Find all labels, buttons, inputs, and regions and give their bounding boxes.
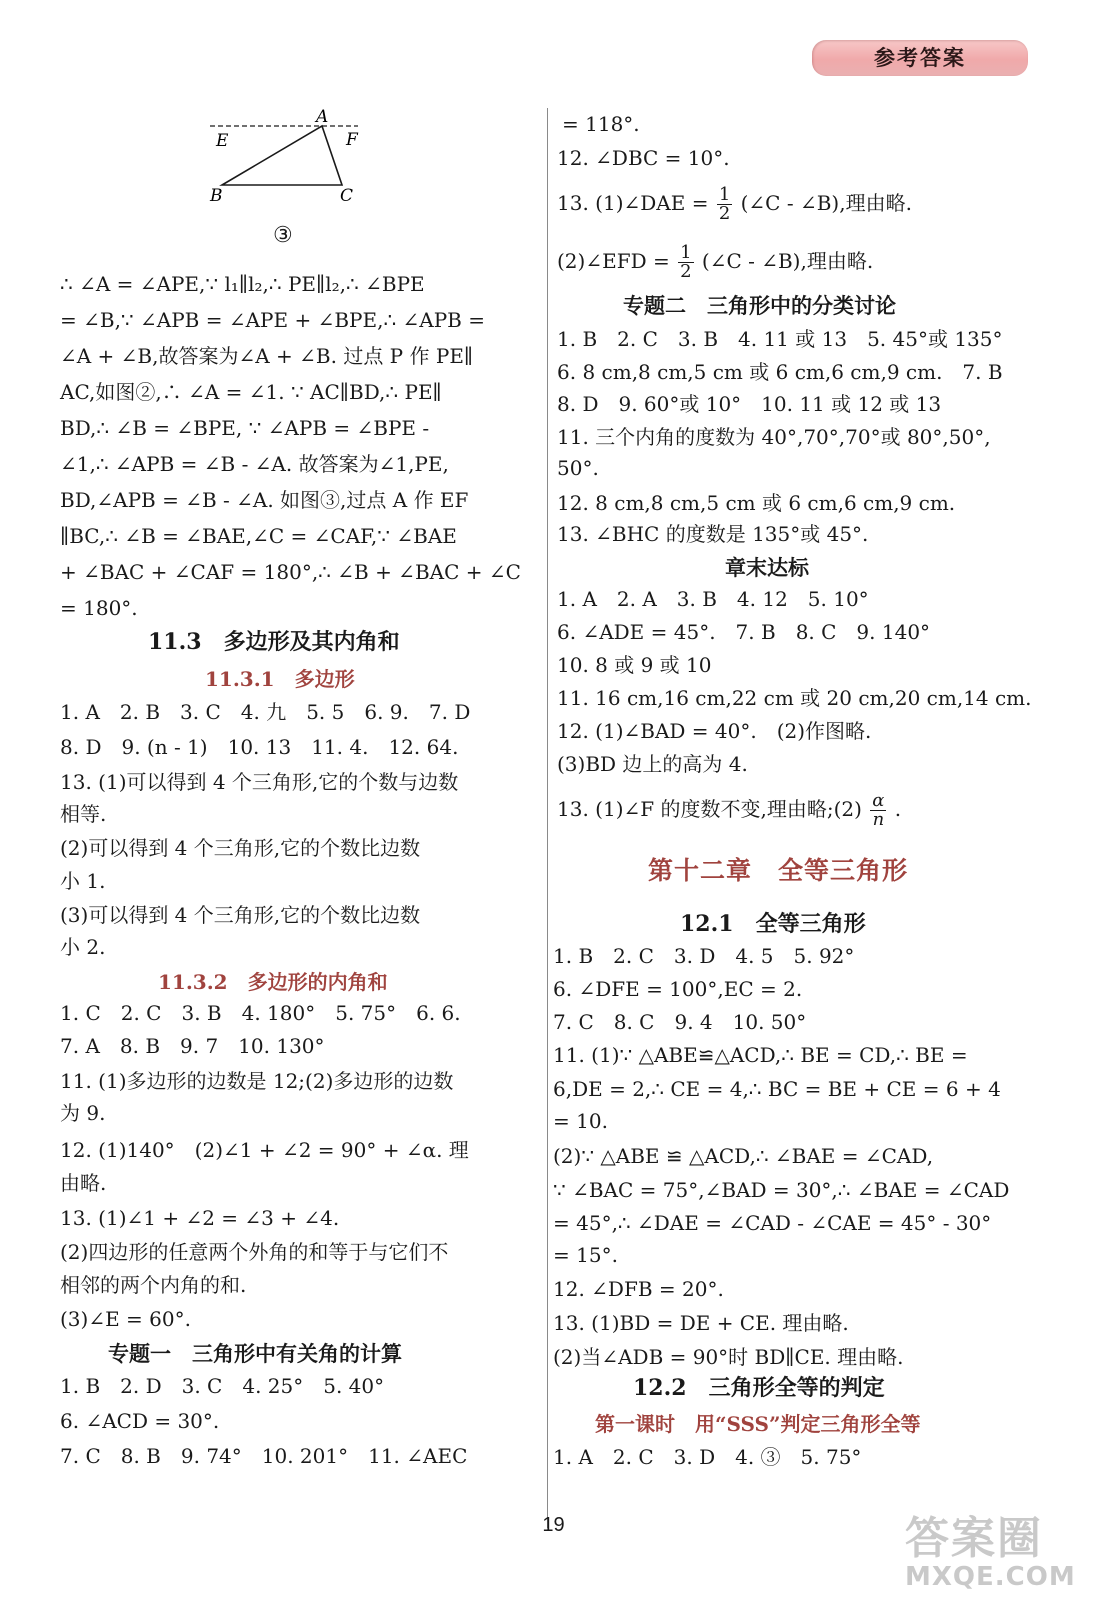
answer-line: 小 2. xyxy=(60,935,106,959)
topic-heading-1: 专题一 三角形中有关角的计算 xyxy=(108,1341,402,1366)
triangle-abc xyxy=(222,126,342,185)
answer-line: 1. B 2. C 3. B 4. 11 或 13 5. 45°或 135° xyxy=(557,327,1003,351)
q13-2-prefix: (2)∠EFD = xyxy=(557,249,670,273)
proof-line: AC,如图②,∴ ∠A = ∠1. ∵ AC∥BD,∴ PE∥ xyxy=(60,380,442,404)
proof-line: ∠A + ∠B,故答案为∠A + ∠B. 过点 P 作 PE∥ xyxy=(60,344,474,368)
chapter-end-heading: 章末达标 xyxy=(725,555,809,580)
label-f: F xyxy=(346,130,358,150)
watermark-url: MXQE.COM xyxy=(905,1562,1076,1592)
answer-line: (3)BD 边上的高为 4. xyxy=(557,752,748,776)
answer-line: = 45°,∴ ∠DAE = ∠CAD - ∠CAE = 45° - 30° xyxy=(553,1211,992,1235)
answer-line: 小 1. xyxy=(60,869,106,893)
answer-line: 50°. xyxy=(557,456,599,480)
answer-line: 13. (1)可以得到 4 个三角形,它的个数与边数 xyxy=(60,770,459,794)
answer-line: 8. D 9. 60°或 10° 10. 11 或 12 或 13 xyxy=(557,392,942,416)
fraction-denominator: n xyxy=(872,809,885,830)
answer-line: 6. ∠DFE = 100°,EC = 2. xyxy=(553,977,803,1001)
proof-line: = 180°. xyxy=(60,596,138,620)
answer-line: (2)当∠ADB = 90°时 BD∥CE. 理由略. xyxy=(553,1345,904,1369)
q13-1-prefix: 13. (1)∠DAE = xyxy=(557,191,709,215)
answer-line: 1. A 2. A 3. B 4. 12 5. 10° xyxy=(557,587,869,611)
column-divider xyxy=(547,108,548,1528)
answer-line-fraction xyxy=(557,792,901,829)
topic-heading-2: 专题二 三角形中的分类讨论 xyxy=(623,293,896,318)
answer-line: 11. 16 cm,16 cm,22 cm 或 20 cm,20 cm,14 cm. xyxy=(557,686,1032,710)
q13-1-suffix: (∠C - ∠B),理由略. xyxy=(740,191,912,215)
fraction-alpha-over-n xyxy=(870,792,886,829)
proof-line: BD,∠APB = ∠B - ∠A. 如图③,过点 A 作 EF xyxy=(60,488,469,512)
chapter-12-heading: 第十二章 全等三角形 xyxy=(648,856,909,885)
page-number: 19 xyxy=(542,1514,565,1536)
fraction-one-half xyxy=(678,244,693,281)
answer-line: 由略. xyxy=(60,1171,107,1195)
subsection-heading-11-3-1: 11.3.1 多边形 xyxy=(205,667,355,691)
proof-line: ∴ ∠A = ∠APE,∵ l₁∥l₂,∴ PE∥l₂,∴ ∠BPE xyxy=(60,272,425,296)
answer-line: 6. ∠ADE = 45°. 7. B 8. C 9. 140° xyxy=(557,620,931,644)
answer-line: 12. (1)∠BAD = 40°. (2)作图略. xyxy=(557,719,872,743)
answer-line: 13. (1)∠1 + ∠2 = ∠3 + ∠4. xyxy=(60,1206,340,1230)
answer-line: 13. (1)BD = DE + CE. 理由略. xyxy=(553,1311,849,1335)
answer-line: 11. 三个内角的度数为 40°,70°,70°或 80°,50°, xyxy=(557,425,991,449)
proof-line: ∠1,∴ ∠APB = ∠B - ∠A. 故答案为∠1,PE, xyxy=(60,452,449,476)
answer-line: (2)可以得到 4 个三角形,它的个数比边数 xyxy=(60,836,421,860)
answer-line: 1. A 2. C 3. D 4. ③ 5. 75° xyxy=(553,1445,862,1469)
proof-line: + ∠BAC + ∠CAF = 180°,∴ ∠B + ∠BAC + ∠C xyxy=(60,560,521,584)
watermark-logo xyxy=(905,1515,1095,1595)
answer-line: = 15°. xyxy=(553,1243,618,1267)
answer-line: 13. ∠BHC 的度数是 135°或 45°. xyxy=(557,522,869,546)
answer-line: 1. B 2. C 3. D 4. 5 5. 92° xyxy=(553,944,855,968)
answer-line: 1. B 2. D 3. C 4. 25° 5. 40° xyxy=(60,1374,385,1398)
answer-line: 8. D 9. (n - 1) 10. 13 11. 4. 12. 64. xyxy=(60,735,459,759)
answer-line: (2)∵ △ABE ≌ △ACD,∴ ∠BAE = ∠CAD, xyxy=(553,1144,934,1168)
answer-line: (2)四边形的任意两个外角的和等于与它们不 xyxy=(60,1240,449,1264)
answer-key-badge: 参考答案 xyxy=(812,40,1028,76)
answer-line: 相邻的两个内角的和. xyxy=(60,1273,247,1297)
section-heading-11-3: 11.3 多边形及其内角和 xyxy=(148,629,400,655)
fraction-numerator: α xyxy=(872,790,885,811)
answer-line: 7. A 8. B 9. 7 10. 130° xyxy=(60,1034,325,1058)
fraction-denominator: 2 xyxy=(718,203,731,224)
end-q13-suffix: . xyxy=(894,797,902,821)
lesson-heading-sss: 第一课时 用“SSS”判定三角形全等 xyxy=(595,1412,921,1436)
answer-line: = 118°. xyxy=(562,112,640,136)
proof-line: = ∠B,∵ ∠APB = ∠APE + ∠BPE,∴ ∠APB = xyxy=(60,308,485,332)
end-q13-prefix: 13. (1)∠F 的度数不变,理由略;(2) xyxy=(557,797,862,821)
answer-line-fraction xyxy=(557,244,873,281)
figure-caption: ③ xyxy=(273,223,293,248)
answer-line: (3)可以得到 4 个三角形,它的个数比边数 xyxy=(60,903,421,927)
fraction-numerator: 1 xyxy=(718,184,731,205)
watermark-title: 答案圈 xyxy=(905,1513,1043,1564)
answer-line: 1. A 2. B 3. C 4. 九 5. 5 6. 9. 7. D xyxy=(60,700,471,724)
fraction-one-half xyxy=(717,186,732,223)
figure-triangle-diagram xyxy=(200,105,370,205)
answer-line: 12. (1)140° (2)∠1 + ∠2 = 90° + ∠α. 理 xyxy=(60,1138,469,1162)
answer-line: 12. ∠DFB = 20°. xyxy=(553,1277,724,1301)
answer-line: 6. 8 cm,8 cm,5 cm 或 6 cm,6 cm,9 cm. 7. B xyxy=(557,360,1003,384)
answer-line: ∵ ∠BAC = 75°,∠BAD = 30°,∴ ∠BAE = ∠CAD xyxy=(553,1178,1010,1202)
answer-line: 11. (1)∵ △ABE≌△ACD,∴ BE = CD,∴ BE = xyxy=(553,1043,968,1067)
answer-line: 11. (1)多边形的边数是 12;(2)多边形的边数 xyxy=(60,1069,454,1093)
q13-2-suffix: (∠C - ∠B),理由略. xyxy=(701,249,874,273)
proof-line: ∥BC,∴ ∠B = ∠BAE,∠C = ∠CAF,∵ ∠BAE xyxy=(60,524,457,548)
answer-line: 7. C 8. B 9. 74° 10. 201° 11. ∠AEC xyxy=(60,1444,468,1468)
answer-line: 相等. xyxy=(60,802,107,826)
label-e: E xyxy=(216,131,229,151)
label-b: B xyxy=(210,186,223,205)
answer-line: 为 9. xyxy=(60,1101,106,1125)
answer-line: 10. 8 或 9 或 10 xyxy=(557,653,712,677)
section-heading-12-2: 12.2 三角形全等的判定 xyxy=(633,1375,885,1401)
answer-line: (3)∠E = 60°. xyxy=(60,1307,191,1331)
answer-line: 6. ∠ACD = 30°. xyxy=(60,1409,220,1433)
answer-line: 12. ∠DBC = 10°. xyxy=(557,146,730,170)
answer-line-fraction xyxy=(557,186,912,223)
answer-line: 12. 8 cm,8 cm,5 cm 或 6 cm,6 cm,9 cm. xyxy=(557,491,956,515)
answer-line: 1. C 2. C 3. B 4. 180° 5. 75° 6. 6. xyxy=(60,1001,461,1025)
fraction-numerator: 1 xyxy=(680,242,692,263)
label-c: C xyxy=(340,186,354,205)
fraction-denominator: 2 xyxy=(680,261,692,282)
label-a: A xyxy=(316,107,329,127)
answer-line: 6,DE = 2,∴ CE = 4,∴ BC = BE + CE = 6 + 4 xyxy=(553,1077,1001,1101)
answer-line: = 10. xyxy=(553,1109,608,1133)
proof-line: BD,∴ ∠B = ∠BPE, ∵ ∠APB = ∠BPE - xyxy=(60,416,430,440)
answer-line: 7. C 8. C 9. 4 10. 50° xyxy=(553,1010,807,1034)
section-heading-12-1: 12.1 全等三角形 xyxy=(680,911,866,937)
subsection-heading-11-3-2: 11.3.2 多边形的内角和 xyxy=(158,970,388,994)
